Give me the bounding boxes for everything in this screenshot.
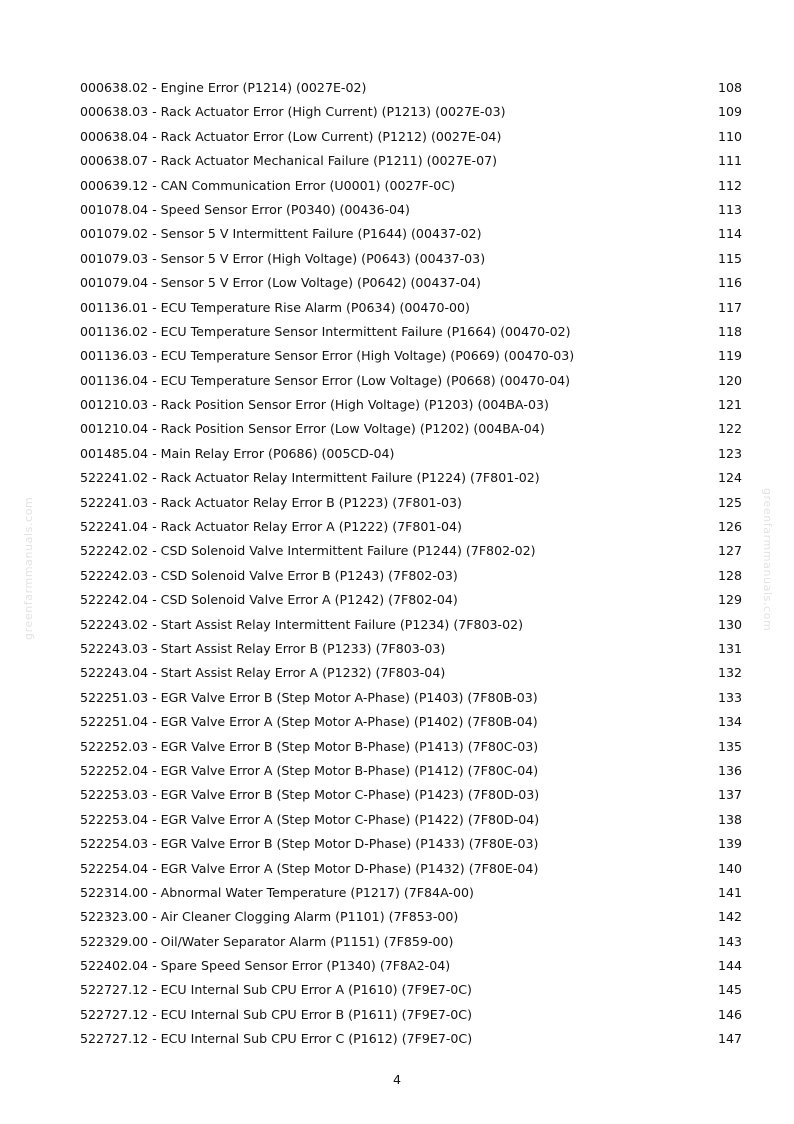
toc-entry-page: 112	[717, 177, 742, 193]
toc-entry[interactable]	[80, 76, 742, 100]
toc-entry[interactable]	[80, 491, 742, 515]
toc-entry-title: 522252.03 - EGR Valve Error B (Step Motor B-Phase) (P1413) (7F80C-03)	[80, 738, 539, 754]
toc-entry-page: 115	[717, 250, 742, 266]
toc-entry-page: 121	[717, 397, 742, 413]
toc-entry-page: 134	[717, 714, 742, 730]
toc-entry-page: 139	[717, 836, 742, 852]
toc-entry[interactable]	[80, 417, 742, 441]
toc-entry[interactable]	[80, 661, 742, 685]
toc-entry-page: 114	[717, 226, 742, 242]
toc-entry[interactable]	[80, 515, 742, 539]
toc-entry-title: 001485.04 - Main Relay Error (P0686) (005CD-04)	[80, 445, 395, 461]
toc-entry-page: 117	[717, 299, 742, 315]
toc-entry-page: 116	[717, 275, 742, 291]
toc-entry[interactable]	[80, 393, 742, 417]
toc-entry-page: 147	[717, 1031, 742, 1047]
toc-entry[interactable]	[80, 564, 742, 588]
toc-entry-page: 123	[717, 445, 742, 461]
toc-entry-page: 138	[717, 811, 742, 827]
toc-entry-page: 133	[717, 689, 742, 705]
toc-entry-page: 118	[717, 323, 742, 339]
toc-entry-title: 522242.03 - CSD Solenoid Valve Error B (P1243) (7F802-03)	[80, 567, 458, 583]
toc-entry-title: 522241.03 - Rack Actuator Relay Error B (P1223) (7F801-03)	[80, 494, 462, 510]
toc-entry-page: 129	[717, 592, 742, 608]
toc-entry-title: 522402.04 - Spare Speed Sensor Error (P1340) (7F8A2-04)	[80, 958, 451, 974]
toc-entry-title: 522727.12 - ECU Internal Sub CPU Error B (P1611) (7F9E7-0C)	[80, 1006, 472, 1022]
toc-entry-title: 522314.00 - Abnormal Water Temperature (P1217) (7F84A-00)	[80, 884, 474, 900]
toc-entry-title: 001079.04 - Sensor 5 V Error (Low Voltage) (P0642) (00437-04)	[80, 275, 481, 291]
toc-entry-page: 136	[717, 762, 742, 778]
toc-entry-title: 001136.01 - ECU Temperature Rise Alarm (P0634) (00470-00)	[80, 299, 470, 315]
toc-entry-page: 119	[717, 348, 742, 364]
toc-entry-title: 522243.04 - Start Assist Relay Error A (P1232) (7F803-04)	[80, 665, 446, 681]
toc-entry-title: 000639.12 - CAN Communication Error (U0001) (0027F-0C)	[80, 177, 456, 193]
toc-entry-title: 001210.04 - Rack Position Sensor Error (Low Voltage) (P1202) (004BA-04)	[80, 421, 545, 437]
toc-entry-title: 522253.04 - EGR Valve Error A (Step Motor C-Phase) (P1422) (7F80D-04)	[80, 811, 540, 827]
toc-entry[interactable]	[80, 1027, 742, 1051]
toc-entry-page: 146	[717, 1006, 742, 1022]
toc-entry-title: 522251.03 - EGR Valve Error B (Step Motor A-Phase) (P1403) (7F80B-03)	[80, 689, 538, 705]
toc-entry-page: 125	[717, 494, 742, 510]
toc-entry[interactable]	[80, 710, 742, 734]
toc-entry[interactable]	[80, 320, 742, 344]
toc-entry[interactable]	[80, 759, 742, 783]
toc-entry[interactable]	[80, 857, 742, 881]
toc-entry-page: 110	[717, 128, 742, 144]
toc-entry-page: 120	[717, 372, 742, 388]
toc-entry-title: 001136.02 - ECU Temperature Sensor Intermittent Failure (P1664) (00470-02)	[80, 323, 571, 339]
toc-entry-page: 126	[717, 519, 742, 535]
toc-entry-title: 522727.12 - ECU Internal Sub CPU Error A (P1610) (7F9E7-0C)	[80, 982, 472, 998]
toc-entry[interactable]	[80, 735, 742, 759]
toc-entry[interactable]	[80, 442, 742, 466]
toc-entry-title: 522254.03 - EGR Valve Error B (Step Motor D-Phase) (P1433) (7F80E-03)	[80, 836, 539, 852]
toc-entry-title: 001079.02 - Sensor 5 V Intermittent Failure (P1644) (00437-02)	[80, 226, 482, 242]
toc-entry-page: 128	[717, 567, 742, 583]
toc-entry-title: 522243.03 - Start Assist Relay Error B (P1233) (7F803-03)	[80, 640, 446, 656]
toc-entry[interactable]	[80, 783, 742, 807]
toc-entry[interactable]	[80, 588, 742, 612]
toc-entry[interactable]	[80, 344, 742, 368]
toc-entry[interactable]	[80, 905, 742, 929]
toc-entry-page: 130	[717, 616, 742, 632]
toc-entry-page: 122	[717, 421, 742, 437]
toc-entry-page: 127	[717, 543, 742, 559]
toc-entry-title: 522251.04 - EGR Valve Error A (Step Motor A-Phase) (P1402) (7F80B-04)	[80, 714, 538, 730]
toc-entry-page: 140	[717, 860, 742, 876]
toc-entry[interactable]	[80, 613, 742, 637]
toc-entry[interactable]	[80, 100, 742, 124]
toc-entry[interactable]	[80, 637, 742, 661]
toc-entry-title: 000638.03 - Rack Actuator Error (High Current) (P1213) (0027E-03)	[80, 104, 506, 120]
toc-entry[interactable]	[80, 832, 742, 856]
toc-entry-page: 143	[717, 933, 742, 949]
toc-entry[interactable]	[80, 296, 742, 320]
toc-entry-page: 132	[717, 665, 742, 681]
toc-entry-title: 522329.00 - Oil/Water Separator Alarm (P1151) (7F859-00)	[80, 933, 454, 949]
toc-entry-title: 522252.04 - EGR Valve Error A (Step Motor B-Phase) (P1412) (7F80C-04)	[80, 762, 539, 778]
watermark-left: greenfarmmanuals.com	[22, 496, 35, 640]
toc-entry-page: 108	[717, 80, 742, 95]
toc-entry-title: 000638.07 - Rack Actuator Mechanical Failure (P1211) (0027E-07)	[80, 153, 498, 169]
toc-entry[interactable]	[80, 125, 742, 149]
toc-entry[interactable]	[80, 930, 742, 954]
page-number: 4	[392, 1072, 401, 1087]
toc-entry-title: 000638.04 - Rack Actuator Error (Low Current) (P1212) (0027E-04)	[80, 128, 502, 144]
toc-entry-title: 522253.03 - EGR Valve Error B (Step Motor C-Phase) (P1423) (7F80D-03)	[80, 787, 540, 803]
toc-entry-page: 111	[717, 153, 742, 169]
toc-entry-page: 124	[717, 470, 742, 486]
toc-entry-title: 000638.02 - Engine Error (P1214) (0027E-02)	[80, 80, 367, 95]
toc-entry[interactable]	[80, 466, 742, 490]
toc-entry-page: 141	[717, 884, 742, 900]
toc-entry[interactable]	[80, 149, 742, 173]
toc-entry[interactable]	[80, 222, 742, 246]
toc-entry-page: 131	[717, 640, 742, 656]
toc-entry-title: 522241.02 - Rack Actuator Relay Intermittent Failure (P1224) (7F801-02)	[80, 470, 540, 486]
toc-entry-title: 001078.04 - Speed Sensor Error (P0340) (00436-04)	[80, 201, 410, 217]
toc-entry-title: 522243.02 - Start Assist Relay Intermittent Failure (P1234) (7F803-02)	[80, 616, 524, 632]
toc-entry-page: 135	[717, 738, 742, 754]
toc-entry-title: 001079.03 - Sensor 5 V Error (High Voltage) (P0643) (00437-03)	[80, 250, 486, 266]
toc-entry-title: 522241.04 - Rack Actuator Relay Error A (P1222) (7F801-04)	[80, 519, 462, 535]
toc-entry-title: 522323.00 - Air Cleaner Clogging Alarm (P1101) (7F853-00)	[80, 909, 459, 925]
toc-entry[interactable]	[80, 271, 742, 295]
toc-entry[interactable]	[80, 1003, 742, 1027]
toc-entry-page: 109	[717, 104, 742, 120]
toc-entry-title: 522727.12 - ECU Internal Sub CPU Error C (P1612) (7F9E7-0C)	[80, 1031, 473, 1047]
toc-entry-page: 142	[717, 909, 742, 925]
toc-entry-title: 522242.04 - CSD Solenoid Valve Error A (P1242) (7F802-04)	[80, 592, 458, 608]
toc-entry[interactable]	[80, 808, 742, 832]
toc-entry[interactable]	[80, 247, 742, 271]
toc-entry[interactable]	[80, 174, 742, 198]
toc-entry[interactable]	[80, 539, 742, 563]
table-of-contents	[80, 76, 742, 1052]
toc-entry[interactable]	[80, 954, 742, 978]
toc-entry-page: 144	[717, 958, 742, 974]
toc-entry-page: 113	[717, 201, 742, 217]
toc-entry-title: 001136.03 - ECU Temperature Sensor Error (High Voltage) (P0669) (00470-03)	[80, 348, 575, 364]
toc-entry-title: 522242.02 - CSD Solenoid Valve Intermittent Failure (P1244) (7F802-02)	[80, 543, 536, 559]
toc-entry[interactable]	[80, 686, 742, 710]
toc-entry-title: 001136.04 - ECU Temperature Sensor Error (Low Voltage) (P0668) (00470-04)	[80, 372, 571, 388]
toc-entry[interactable]	[80, 978, 742, 1002]
toc-entry-title: 522254.04 - EGR Valve Error A (Step Motor D-Phase) (P1432) (7F80E-04)	[80, 860, 539, 876]
toc-entry[interactable]	[80, 369, 742, 393]
toc-entry-title: 001210.03 - Rack Position Sensor Error (High Voltage) (P1203) (004BA-03)	[80, 397, 549, 413]
toc-entry[interactable]	[80, 198, 742, 222]
toc-entry[interactable]	[80, 881, 742, 905]
toc-entry-page: 145	[717, 982, 742, 998]
toc-entry-page: 137	[717, 787, 742, 803]
watermark-right: greenfarmmanuals.com	[761, 488, 774, 632]
